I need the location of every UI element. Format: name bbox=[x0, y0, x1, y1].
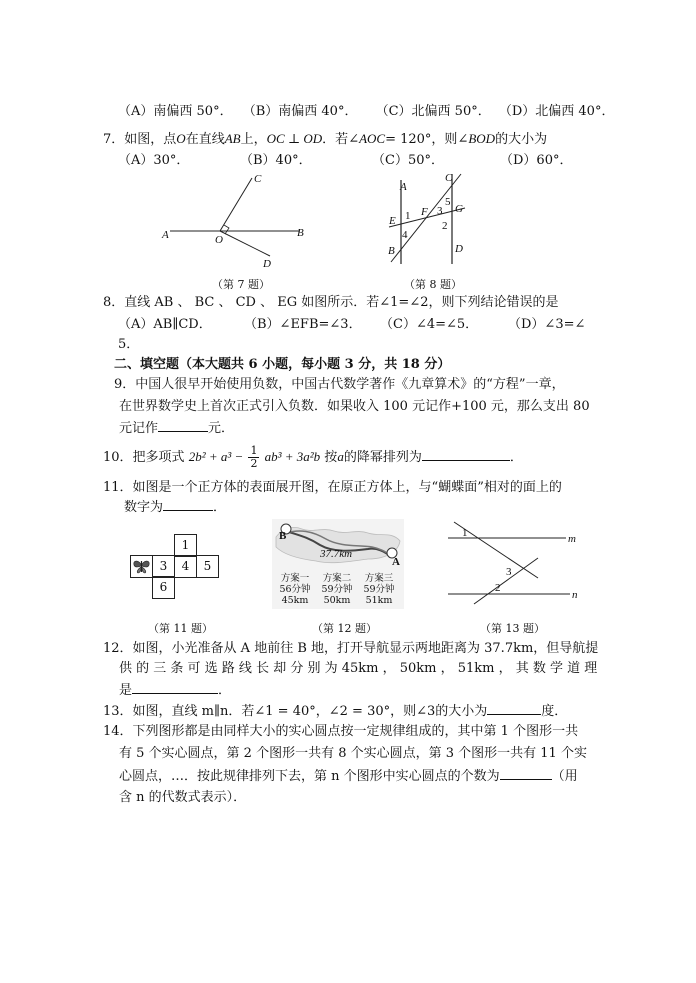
section-2-heading: 二、填空题（本大题共 6 小题，每小题 3 分，共 18 分） bbox=[114, 357, 451, 372]
net-cell-3: 3 bbox=[152, 555, 175, 578]
caption-fig12: （第 12 题） bbox=[312, 622, 377, 635]
q11-line1: 11．如图是一个正方体的表面展开图，在原正方体上，与“蝴蝶面”相对的面上的 bbox=[103, 480, 562, 495]
q7-stem: 7．如图，点O在直线AB上，OC ⊥ OD．若∠AOC= 120°，则∠BOD的大小为 bbox=[103, 131, 548, 147]
q12-line1: 12．如图，小光准备从 A 地前往 B 地，打开导航显示两地距离为 37.7km，但导航提 bbox=[103, 641, 599, 656]
q8-wrap: 5． bbox=[118, 337, 140, 352]
q8-option-a: （A）AB∥CD． bbox=[118, 317, 212, 332]
label-o: O bbox=[215, 234, 223, 246]
q10-answer-blank[interactable] bbox=[422, 448, 510, 461]
q14-answer-blank[interactable] bbox=[500, 767, 552, 780]
label-m: m bbox=[568, 533, 576, 545]
angle-5: 5 bbox=[445, 196, 451, 208]
q6-options-row bbox=[118, 103, 614, 121]
figure-11 bbox=[130, 534, 226, 598]
label-e: E bbox=[389, 215, 396, 227]
label-d: D bbox=[263, 258, 271, 270]
caption-fig11: （第 11 题） bbox=[148, 622, 213, 635]
figure-13 bbox=[440, 518, 590, 618]
q8-option-b: （B）∠EFB=∠3． bbox=[244, 317, 362, 332]
q8-option-c: （C）∠4=∠5． bbox=[380, 317, 479, 332]
angle-3: 3 bbox=[506, 566, 512, 578]
q9-line2: 在世界数学史上首次正式引入负数．如果收入 100 元记作+100 元，那么支出 80 bbox=[119, 399, 590, 414]
caption-fig7: （第 7 题） bbox=[212, 278, 270, 291]
label-g: G bbox=[455, 203, 463, 215]
ray-od bbox=[220, 231, 270, 256]
angle-3: 3 bbox=[437, 205, 443, 217]
angle-4: 4 bbox=[402, 229, 408, 241]
q6-option-d: （D）北偏西 40°． bbox=[498, 104, 615, 119]
q11-line2: 数字为 ． bbox=[124, 500, 227, 515]
angle-1: 1 bbox=[405, 210, 411, 222]
caption-fig13: （第 13 题） bbox=[480, 622, 545, 635]
label-a: A bbox=[392, 556, 400, 568]
distance-label: 37.7km bbox=[320, 548, 353, 560]
q9-line3: 元记作 元． bbox=[119, 421, 235, 436]
q9-answer-blank[interactable] bbox=[158, 419, 208, 432]
angle-2: 2 bbox=[442, 220, 448, 232]
label-c: C bbox=[254, 173, 262, 185]
angle-2: 2 bbox=[495, 582, 501, 594]
plan-3: 方案三 59分钟 51km bbox=[363, 573, 395, 606]
q7-option-b: （B）40°． bbox=[240, 153, 312, 168]
q6-option-a: （A）南偏西 50°． bbox=[118, 104, 233, 119]
q8-options-row bbox=[118, 316, 586, 334]
plan-1: 方案一 56分钟 45km bbox=[279, 573, 311, 606]
figure-7 bbox=[160, 172, 310, 272]
label-b: B bbox=[279, 530, 287, 542]
transversal-2 bbox=[474, 558, 538, 604]
q8-stem: 8．直线 AB 、 BC 、 CD 、 EG 如图所示．若∠1=∠2，则下列结论错误的是 bbox=[103, 295, 559, 310]
q13-line: 13．如图，直线 m∥n．若∠1 = 40°，∠2 = 30°，则∠3的大小为 度． bbox=[103, 704, 568, 719]
net-cell-5: 5 bbox=[196, 555, 219, 578]
label-f: F bbox=[421, 206, 428, 218]
net-cell-1: 1 bbox=[174, 534, 197, 557]
figure-8 bbox=[385, 172, 495, 272]
q7-option-a: （A）30°． bbox=[118, 153, 190, 168]
figure-12 bbox=[272, 519, 404, 609]
q6-option-b: （B）南偏西 40°． bbox=[242, 104, 358, 119]
butterfly-icon bbox=[131, 556, 152, 577]
q14-line3: 心圆点，…．按此规律排列下去，第 n 个图形中实心圆点的个数为 （用 bbox=[119, 769, 578, 784]
q7-option-c: （C）50°． bbox=[372, 153, 444, 168]
angle-1: 1 bbox=[462, 527, 468, 539]
label-n: n bbox=[572, 589, 578, 601]
label-d: D bbox=[455, 243, 463, 255]
label-b: B bbox=[297, 227, 304, 239]
plan-2: 方案二 59分钟 50km bbox=[321, 573, 353, 606]
q12-answer-blank[interactable] bbox=[132, 681, 218, 694]
label-b: B bbox=[388, 245, 395, 257]
ray-oc bbox=[220, 178, 252, 231]
q14-line1: 14．下列图形都是由同样大小的实心圆点按一定规律组成的，其中第 1 个图形一共 bbox=[103, 724, 579, 739]
net-cell-butterfly bbox=[130, 555, 153, 578]
q10-term2: ab³ + 3a²b bbox=[264, 449, 321, 464]
q12-line3: 是 ． bbox=[119, 683, 232, 698]
q14-line4: 含 n 的代数式表示）． bbox=[119, 790, 247, 805]
q10-term1: 2b² + a³ − bbox=[188, 449, 244, 464]
q7-option-d: （D）60°． bbox=[500, 153, 573, 168]
q14-line2: 有 5 个实心圆点，第 2 个图形一共有 8 个实心圆点，第 3 个图形一共有 11 个实 bbox=[119, 746, 587, 761]
label-c: C bbox=[445, 172, 453, 184]
q8-option-d: （D）∠3=∠ bbox=[508, 317, 586, 332]
q12-line2: 供 的 三 条 可 选 路 线 长 却 分 别 为 45km ， 50km ， 51km ， 其 数 学 道 理 bbox=[119, 661, 598, 676]
q9-line1: 9．中国人很早开始使用负数，中国古代数学著作《九章算术》的“方程”一章， bbox=[114, 377, 565, 392]
q10-line: 10．把多项式 2b² + a³ − $\frac{1}{2}$ ab³ + 3a²b 按a的降幂排列为 ． bbox=[103, 444, 523, 470]
label-a: A bbox=[162, 229, 169, 241]
q10-fraction: $\frac{1}{2}$ bbox=[250, 444, 258, 470]
q7-options-row bbox=[118, 152, 573, 170]
label-a: A bbox=[400, 181, 407, 193]
right-angle-mark bbox=[224, 225, 229, 234]
net-cell-6: 6 bbox=[152, 576, 175, 599]
q13-answer-blank[interactable] bbox=[487, 702, 541, 715]
caption-fig8: （第 8 题） bbox=[404, 278, 462, 291]
q11-answer-blank[interactable] bbox=[163, 498, 213, 511]
map-graphic bbox=[272, 519, 404, 569]
net-cell-4: 4 bbox=[174, 555, 197, 578]
q6-option-c: （C）北偏西 50°． bbox=[375, 104, 491, 119]
